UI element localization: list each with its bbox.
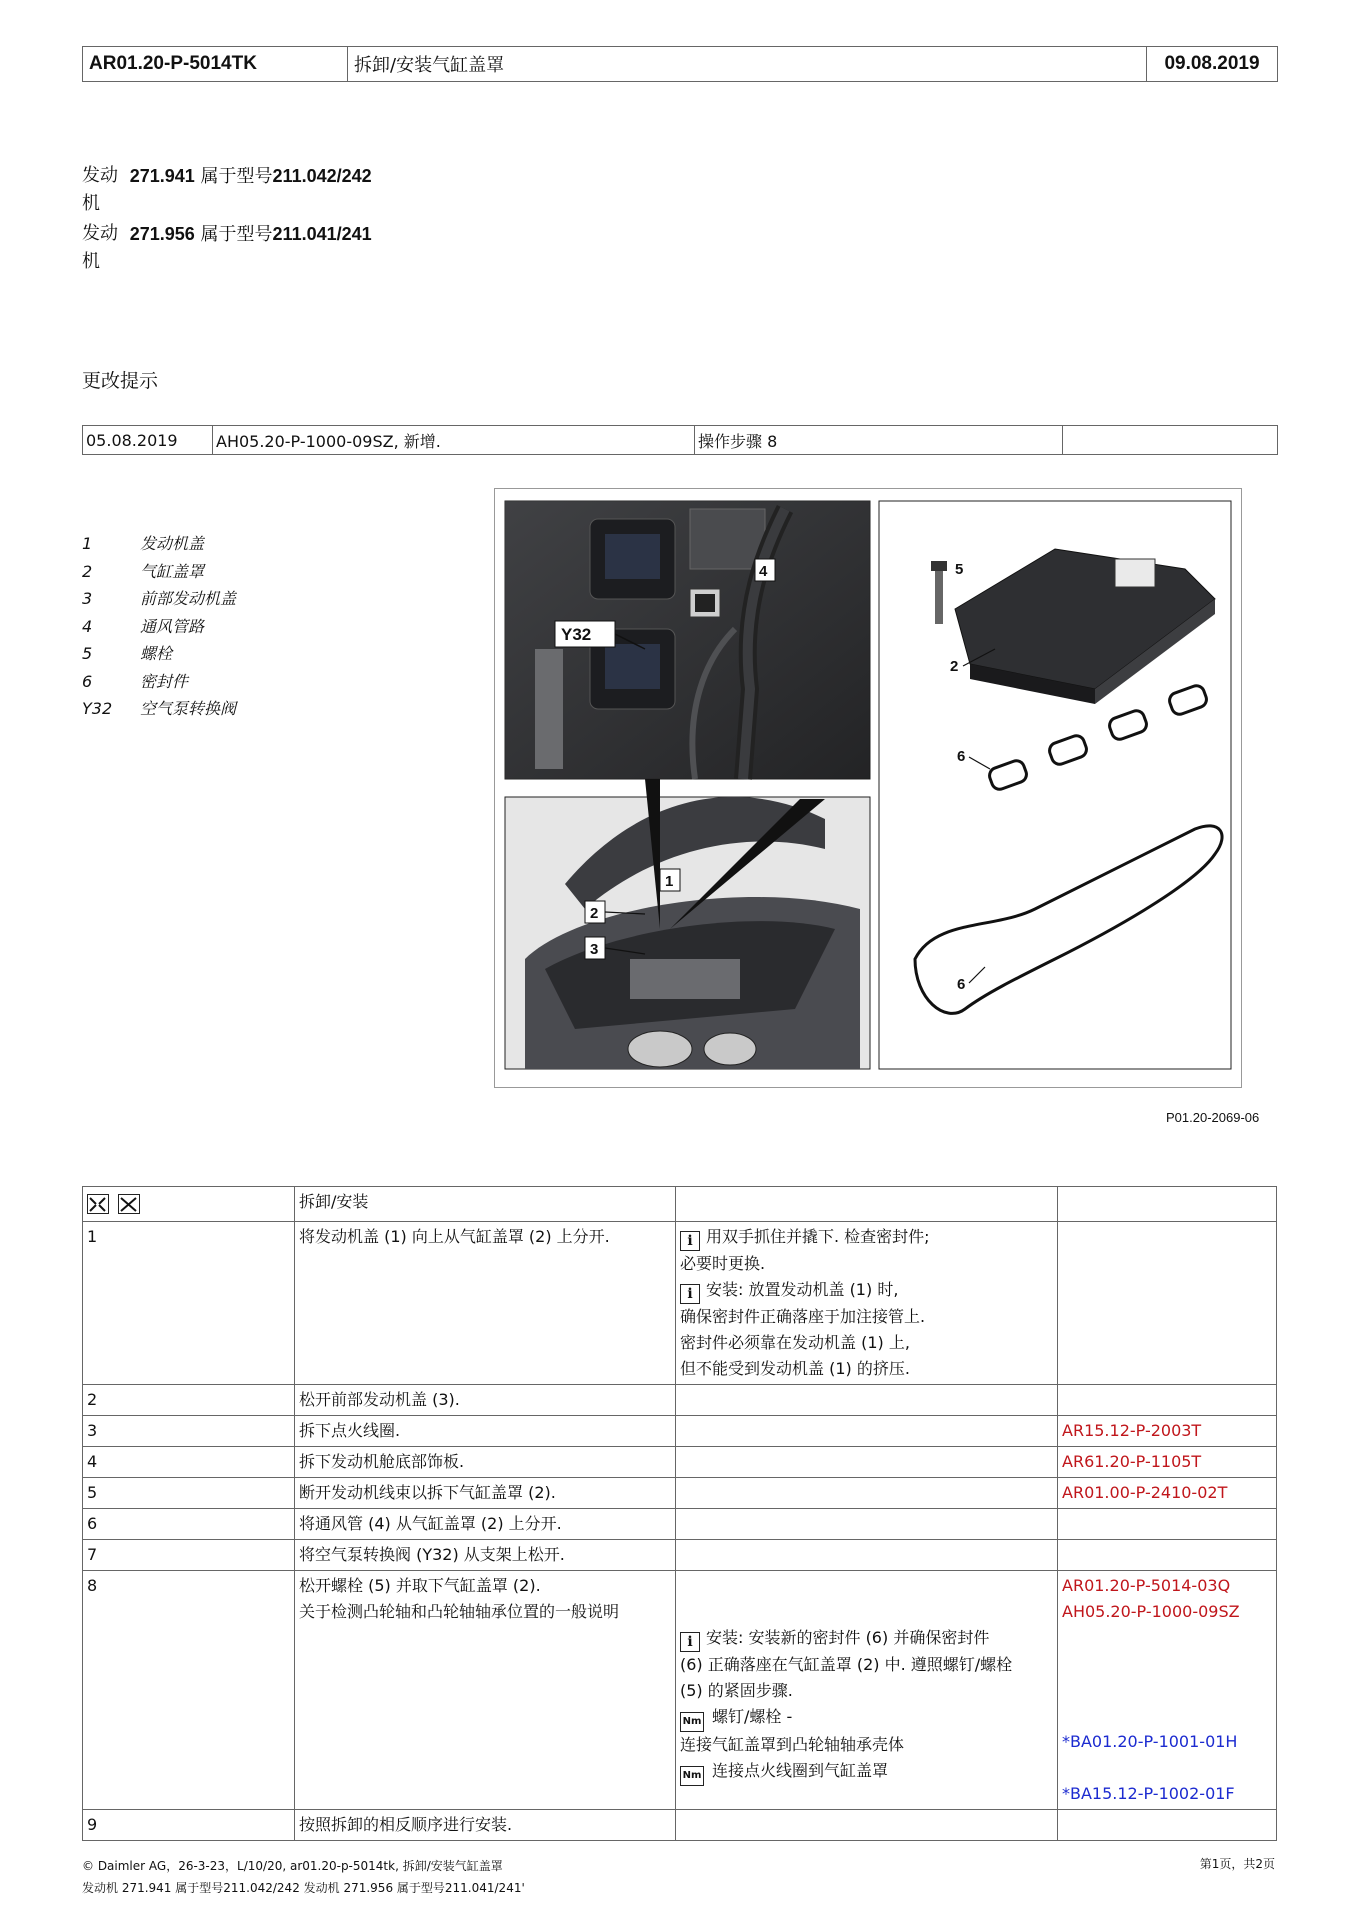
note-text: 螺钉/螺栓 - <box>712 1707 793 1726</box>
exploded-view-drawing <box>879 501 1231 1069</box>
step-text <box>295 1571 676 1810</box>
change-description: AH05.20-P-1000-09SZ, 新增. <box>213 426 695 454</box>
note-text: 但不能受到发动机盖 (1) 的挤压. <box>680 1359 910 1378</box>
note-text: 安装: 安装新的密封件 (6) 并确保密封件 <box>706 1628 990 1647</box>
note-text: 连接气缸盖罩到凸轮轴轴承壳体 <box>680 1735 905 1754</box>
callout-y32: Y32 <box>561 625 592 644</box>
step-references <box>1058 1571 1277 1810</box>
photo-engine-closeup <box>505 501 870 779</box>
figure-code: P01.20-2069-06 <box>1166 1110 1260 1125</box>
change-date: 05.08.2019 <box>83 426 213 454</box>
note-text: 安装: 放置发动机盖 (1) 时, <box>706 1280 899 1299</box>
table-row <box>83 1540 1277 1571</box>
step-number: 7 <box>83 1540 295 1571</box>
step-number: 2 <box>83 1385 295 1416</box>
change-notes-table <box>82 425 1278 455</box>
note-text: 密封件必须靠在发动机盖 (1) 上, <box>680 1333 910 1352</box>
note-text: 连接点火线圈到气缸盖罩 <box>712 1761 889 1780</box>
engine-relation: 属于型号 <box>200 224 273 245</box>
engine-label-b: 机 <box>82 193 100 214</box>
step-text: 松开前部发动机盖 (3). <box>295 1385 676 1416</box>
legend-item <box>82 585 236 613</box>
engine-model: 211.041/241 <box>272 224 372 244</box>
table-row <box>83 1478 1277 1509</box>
callout-2-drawing: 2 <box>950 658 959 675</box>
legend-text: 前部发动机盖 <box>140 589 237 608</box>
step-text: 按照拆卸的相反顺序进行安装. <box>295 1810 676 1841</box>
table-row <box>83 1416 1277 1447</box>
footer-applicability: 发动机 271.941 属于型号211.042/242 发动机 271.956 属于型号211.041/241' <box>82 1881 525 1895</box>
legend-item <box>82 558 236 586</box>
engine-relation: 属于型号 <box>200 166 273 187</box>
callout-3: 3 <box>590 941 599 958</box>
footer-copyright: © Daimler AG，26-3-23，L/10/20, ar01.20-p-5014tk, 拆卸/安装气缸盖罩 <box>82 1859 503 1873</box>
callout-6-top: 6 <box>957 748 966 765</box>
document-id: AR01.20-P-5014TK <box>83 47 348 81</box>
remove-icon <box>87 1194 109 1214</box>
legend-text: 空气泵转换阀 <box>140 699 237 718</box>
table-row <box>83 1810 1277 1841</box>
step-notes <box>676 1222 1058 1385</box>
illustration-svg <box>495 489 1241 1087</box>
table-row <box>83 1571 1277 1810</box>
legend-item <box>82 695 236 723</box>
note-text: 确保密封件正确落座于加注接管上. <box>680 1307 926 1326</box>
legend-num: 2 <box>82 561 93 581</box>
reference-link[interactable]: AR15.12-P-2003T <box>1058 1416 1277 1447</box>
step-text: 拆下点火线圈. <box>295 1416 676 1447</box>
change-extra <box>1063 426 1277 454</box>
step-number: 1 <box>83 1222 295 1385</box>
callout-2: 2 <box>590 905 599 922</box>
torque-reference-link[interactable]: *BA15.12-P-1002-01F <box>1062 1784 1235 1803</box>
legend-text: 通风管路 <box>140 616 205 636</box>
engine-model: 211.042/242 <box>272 166 372 186</box>
procedure-table <box>82 1186 1277 1841</box>
legend-num: 5 <box>82 644 93 663</box>
info-icon: i <box>680 1231 700 1251</box>
torque-icon: Nm <box>680 1766 704 1786</box>
legend-num: 1 <box>82 534 93 553</box>
note-text: (5) 的紧固步骤. <box>680 1681 793 1700</box>
legend-num: 6 <box>82 671 93 691</box>
reference-link[interactable]: AR61.20-P-1105T <box>1058 1447 1277 1478</box>
callout-6-bottom: 6 <box>957 976 966 993</box>
note-text: (6) 正确落座在气缸盖罩 (2) 中. 遵照螺钉/螺栓 <box>680 1655 1013 1674</box>
document-header <box>82 46 1278 82</box>
step-notes <box>676 1571 1058 1810</box>
engine-number: 271.941 <box>129 166 195 186</box>
document-date: 09.08.2019 <box>1164 53 1260 74</box>
legend-item <box>82 613 236 641</box>
step-number: 6 <box>83 1509 295 1540</box>
legend-text: 发动机盖 <box>140 534 205 553</box>
step-text: 将通风管 (4) 从气缸盖罩 (2) 上分开. <box>295 1509 676 1540</box>
table-row <box>83 1222 1277 1385</box>
step-text: 将空气泵转换阀 (Y32) 从支架上松开. <box>295 1540 676 1571</box>
step-text-line: 关于检测凸轮轴和凸轮轴轴承位置的一般说明 <box>299 1602 620 1621</box>
procedure-header: 拆卸/安装 <box>295 1187 676 1222</box>
change-step: 操作步骤 8 <box>695 426 1063 454</box>
legend-item <box>82 530 236 558</box>
step-number: 8 <box>83 1571 295 1810</box>
legend-text: 气缸盖罩 <box>140 561 205 581</box>
legend-item <box>82 640 236 668</box>
legend-item <box>82 668 236 696</box>
note-text: 用双手抓住并撬下. 检查密封件; <box>706 1227 930 1246</box>
engine-label: 发动 <box>82 165 118 186</box>
photo-car-hood-open <box>505 797 870 1069</box>
callout-1: 1 <box>665 873 674 890</box>
step-text: 断开发动机线束以拆下气缸盖罩 (2). <box>295 1478 676 1509</box>
reference-link[interactable]: AR01.00-P-2410-02T <box>1058 1478 1277 1509</box>
figure-legend <box>82 530 236 723</box>
info-icon: i <box>680 1632 700 1652</box>
page-footer <box>82 1855 525 1899</box>
table-header-row <box>83 1187 1277 1222</box>
engine-line-2 <box>82 220 372 276</box>
engine-label-b: 机 <box>82 251 100 272</box>
table-row <box>83 1385 1277 1416</box>
engine-label: 发动 <box>82 223 118 244</box>
step-text-line: 松开螺栓 (5) 并取下气缸盖罩 (2). <box>299 1576 541 1595</box>
legend-num: Y32 <box>82 699 113 718</box>
step-number: 9 <box>83 1810 295 1841</box>
table-row <box>83 1509 1277 1540</box>
legend-text: 螺栓 <box>140 644 173 663</box>
install-icon <box>118 1194 140 1214</box>
engine-illustration <box>494 488 1242 1088</box>
step-number: 5 <box>83 1478 295 1509</box>
step-number: 4 <box>83 1447 295 1478</box>
step-text: 拆下发动机舱底部饰板. <box>295 1447 676 1478</box>
callout-5: 5 <box>955 561 964 578</box>
step-number: 3 <box>83 1416 295 1447</box>
torque-icon: Nm <box>680 1712 704 1732</box>
legend-text: 密封件 <box>140 671 189 691</box>
torque-reference-link[interactable]: *BA01.20-P-1001-01H <box>1062 1732 1238 1751</box>
note-text: 必要时更换. <box>680 1254 766 1273</box>
info-icon: i <box>680 1284 700 1304</box>
page-number: 第1页，共2页 <box>1199 1857 1275 1871</box>
legend-num: 4 <box>82 616 93 636</box>
document-title: 拆卸/安装气缸盖罩 <box>348 47 1147 81</box>
change-notes-title: 更改提示 <box>82 370 159 392</box>
reference-link[interactable]: AH05.20-P-1000-09SZ <box>1062 1602 1240 1621</box>
callout-4: 4 <box>759 563 768 580</box>
legend-num: 3 <box>82 589 93 608</box>
reference-link[interactable]: AR01.20-P-5014-03Q <box>1062 1576 1231 1595</box>
step-text: 将发动机盖 (1) 向上从气缸盖罩 (2) 上分开. <box>295 1222 676 1385</box>
engine-line-1 <box>82 162 372 218</box>
engine-number: 271.956 <box>129 224 195 244</box>
table-row <box>83 1447 1277 1478</box>
